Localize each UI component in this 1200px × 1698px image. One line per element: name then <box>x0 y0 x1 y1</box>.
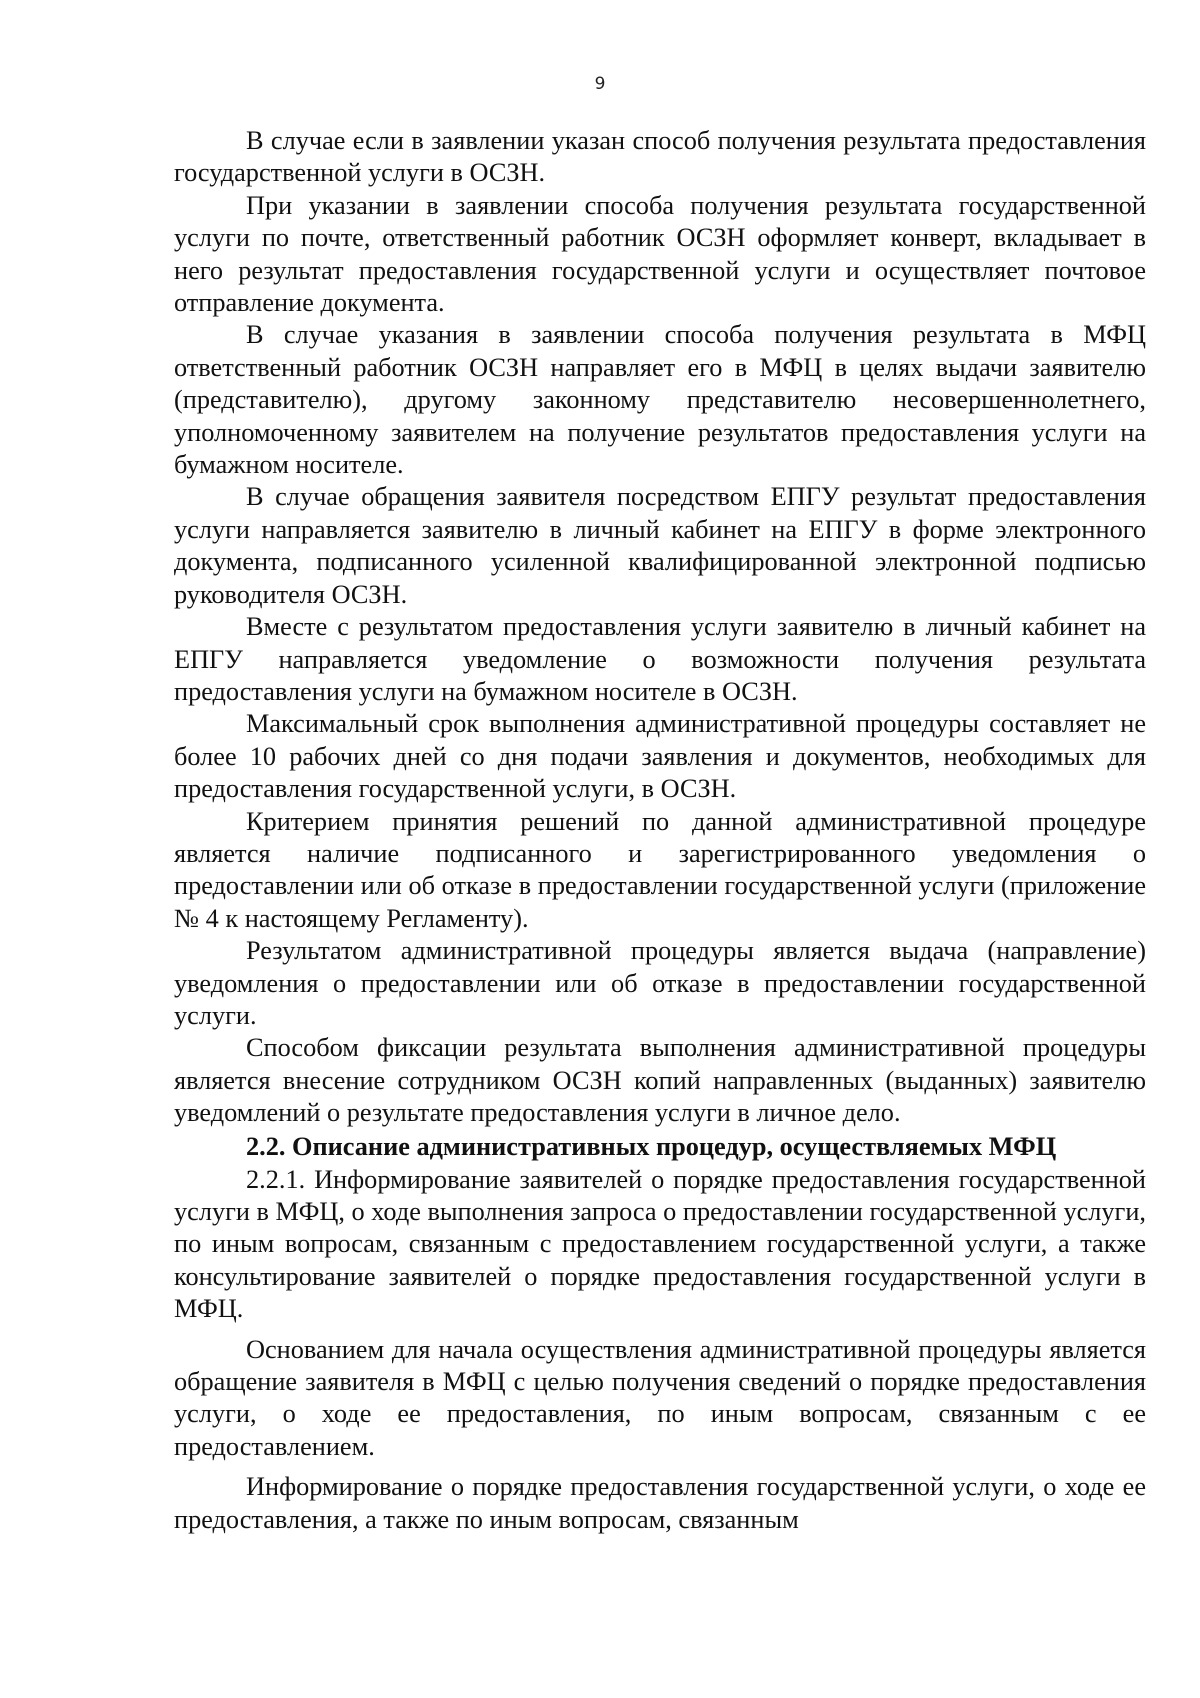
paragraph: Максимальный срок выполнения административной процедуры составляет не более 10 рабочих дней со дня подачи заявления и документов, необходимых для предоставления государственной услуги, в ОСЗН. <box>174 709 1146 804</box>
paragraph: Вместе с результатом предоставления услуги заявителю в личный кабинет на ЕПГУ направляется уведомление о возможности получения результата предоставления услуги на бумажном носителе в ОСЗН. <box>174 612 1146 706</box>
paragraph: Способом фиксации результата выполнения административной процедуры является внесение сотрудником ОСЗН копий направленных (выданных) заявителю уведомлений о результате предоставления услуги в личное дело. <box>174 1033 1146 1128</box>
paragraph: 2.2.1. Информирование заявителей о порядке предоставления государственной услуги в МФЦ, о ходе выполнения запроса о предоставлении государственной услуги, по иным вопросам, связанным с предоставлением государственной услуги, а также консультирование заявителей о порядке предоставления государственной услуги в МФЦ. <box>174 1164 1146 1324</box>
paragraph: При указании в заявлении способа получения результата государственной услуги по почте, ответственный работник ОСЗН оформляет конверт, вкладывает в него результат предоставления государственной услуги и осуществляет почтовое отправление документа. <box>174 190 1146 318</box>
paragraph: В случае обращения заявителя посредством ЕПГУ результат предоставления услуги направляется заявителю в личный кабинет на ЕПГУ в форме электронного документа, подписанного усиленной квалифицированной электронной подписью руководителя ОСЗН. <box>174 482 1146 609</box>
document-body <box>174 125 1146 1536</box>
section-heading: 2.2. Описание административных процедур, осуществляемых МФЦ <box>246 1131 1057 1161</box>
paragraph: В случае указания в заявлении способа получения результата в МФЦ ответственный работник ОСЗН направляет его в МФЦ в целях выдачи заявителю (представителю), другому законному представителю несовершеннолетнего, уполномоченному заявителем на получение результатов предоставления услуги на бумажном носителе. <box>174 320 1146 480</box>
paragraph: Основанием для начала осуществления административной процедуры является обращение заявителя в МФЦ с целью получения сведений о порядке предоставления услуги, о ходе ее предоставления, по иным вопросам, связанным с ее предоставлением. <box>174 1334 1146 1461</box>
paragraph: Результатом административной процедуры является выдача (направление) уведомления о предоставлении или об отказе в предоставлении государственной услуги. <box>174 936 1146 1030</box>
paragraph: Информирование о порядке предоставления государственной услуги, о ходе ее предоставления, а также по иным вопросам, связанным <box>174 1472 1146 1534</box>
page-number: 9 <box>594 74 606 94</box>
paragraph: Критерием принятия решений по данной административной процедуре является наличие подписанного и зарегистрированного уведомления о предоставлении или об отказе в предоставлении государственной услуги (приложение № 4 к настоящему Регламенту). <box>174 806 1146 933</box>
paragraph: В случае если в заявлении указан способ получения результата предоставления государственной услуги в ОСЗН. <box>174 126 1146 188</box>
